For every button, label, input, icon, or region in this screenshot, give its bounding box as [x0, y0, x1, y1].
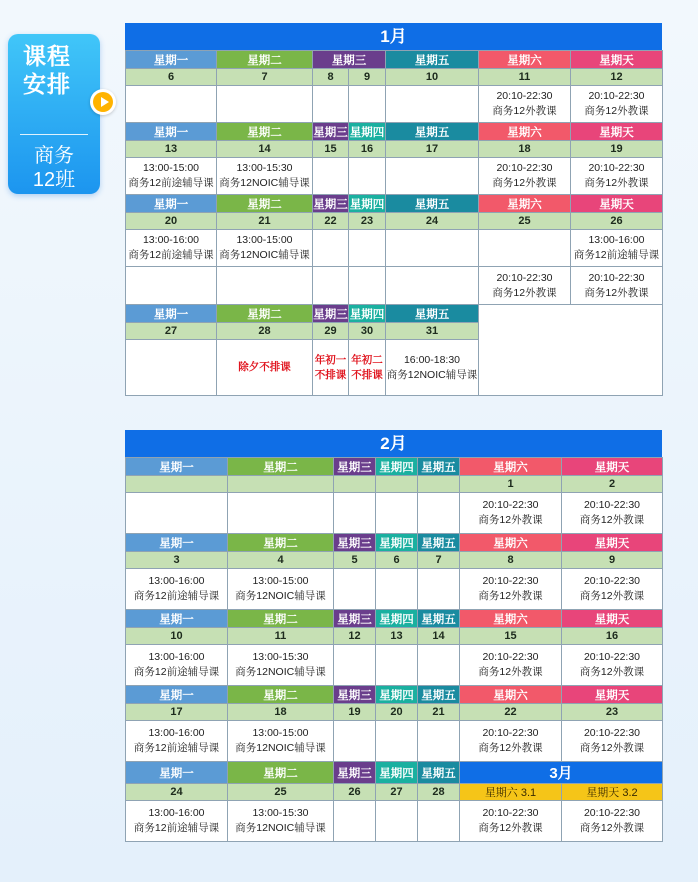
header-row: [126, 123, 663, 141]
weekday-header-wed: 星期三: [313, 305, 349, 323]
date-cell: 23: [349, 213, 386, 230]
class-cell: [126, 158, 217, 195]
class-cell: [479, 158, 571, 195]
class-name: 商务12外教课: [478, 590, 543, 602]
weekday-header-mon: 星期一: [126, 534, 228, 552]
class-time: 20:10-22:30: [482, 727, 539, 739]
date-cell: 5: [334, 552, 376, 569]
class-name: 商务12外教课: [579, 742, 645, 754]
date-cell: 6: [126, 69, 217, 86]
empty-cell: [349, 86, 386, 123]
weekday-header-fri: 星期五: [386, 51, 479, 69]
date-row: [126, 69, 663, 86]
weekday-header-tue: 星期二: [217, 123, 313, 141]
date-cell: 7: [418, 552, 460, 569]
date-cell: 27: [126, 323, 217, 340]
class-time: 20:10-22:30: [482, 651, 539, 663]
weekday-header-fri: 星期五: [386, 195, 479, 213]
date-cell: 29: [313, 323, 349, 340]
class-time: 20:10-22:30: [496, 271, 553, 284]
class-name: 商务12前途辅导课: [128, 249, 214, 261]
february-grid: [125, 457, 663, 842]
february-calendar: [125, 430, 662, 842]
empty-cell: [386, 158, 479, 195]
weekday-header-tue: 星期二: [228, 534, 334, 552]
weekday-header-sat: 星期六: [460, 686, 562, 704]
class-cell: [562, 493, 663, 534]
badge-title-line2: 安排: [23, 71, 71, 97]
date-cell: 21: [217, 213, 313, 230]
badge-class-line1: 商务: [34, 145, 74, 167]
class-cell: [479, 86, 571, 123]
class-cell: [460, 569, 562, 610]
date-cell: 14: [418, 628, 460, 645]
date-cell: [126, 476, 228, 493]
weekday-header-thu: 星期四: [376, 686, 418, 704]
weekday-header-sun: 星期天: [562, 686, 663, 704]
weekday-header-thu: 星期四: [349, 123, 386, 141]
date-cell: 30: [349, 323, 386, 340]
class-name: 商务12外教课: [492, 286, 557, 299]
empty-cell: [313, 267, 349, 305]
class-name: 商务12NOIC辅导课: [235, 742, 326, 754]
weekday-header-sun: 星期天: [571, 123, 663, 141]
class-row: [126, 493, 663, 534]
date-cell: 20: [126, 213, 217, 230]
weekday-header-fri: 星期五: [418, 534, 460, 552]
header-row: [126, 534, 663, 552]
class-time: 20:10-22:30: [482, 807, 539, 819]
empty-cell: [334, 801, 376, 842]
class-name: 商务12外教课: [579, 590, 645, 602]
date-row: [126, 784, 663, 801]
holiday-cell: [313, 340, 349, 396]
class-time: 13:00-16:00: [148, 727, 205, 739]
weekday-header-sat: 星期六: [479, 123, 571, 141]
class-cell: [126, 569, 228, 610]
weekday-header-wed: 星期三: [313, 123, 349, 141]
class-time: 13:00-16:00: [142, 234, 200, 246]
empty-cell: [418, 801, 460, 842]
date-cell: 13: [126, 141, 217, 158]
class-time: 13:00-16:00: [148, 807, 205, 819]
class-cell: [217, 230, 313, 267]
date-cell: 21: [418, 704, 460, 721]
weekday-header-sat: 星期六: [460, 534, 562, 552]
weekday-header-mon: 星期一: [126, 762, 228, 784]
class-name: 商务12NOIC辅导课: [219, 177, 310, 189]
empty-cell: [217, 267, 313, 305]
date-cell: 28: [418, 784, 460, 801]
class-cell: [562, 801, 663, 842]
date-cell: 26: [334, 784, 376, 801]
class-time: 20:10-22:30: [482, 575, 539, 587]
weekday-header-mon: 星期一: [126, 123, 217, 141]
empty-cell: [126, 267, 217, 305]
class-name: 商务12外教课: [584, 286, 649, 299]
march-title: 3月: [460, 762, 663, 784]
weekday-header-tue: 星期二: [228, 458, 334, 476]
empty-cell: [228, 493, 334, 534]
class-row: [126, 569, 663, 610]
header-row: [126, 305, 663, 323]
date-cell: 18: [228, 704, 334, 721]
date-cell: 25: [479, 213, 571, 230]
date-cell: 7: [217, 69, 313, 86]
empty-cell: [334, 721, 376, 762]
weekday-header-wed: 星期三: [334, 610, 376, 628]
class-name: 商务12外教课: [584, 177, 649, 189]
class-time: 20:10-22:30: [496, 90, 553, 102]
holiday-cell: [349, 340, 386, 396]
weekday-header-wed: 星期三: [334, 534, 376, 552]
class-time: 13:00-16:00: [588, 234, 645, 246]
empty-cell: [334, 493, 376, 534]
class-row: [126, 721, 663, 762]
class-name: 商务12外教课: [478, 822, 543, 834]
date-row: [126, 628, 663, 645]
empty-cell: [349, 267, 386, 305]
weekday-header-mon: 星期一: [126, 458, 228, 476]
weekday-header-thu: 星期四: [349, 305, 386, 323]
class-time: 20:10-22:30: [496, 162, 553, 174]
class-name: 商务12NOIC辅导课: [235, 666, 326, 678]
date-cell: 10: [126, 628, 228, 645]
empty-cell: [126, 493, 228, 534]
date-cell: 11: [479, 69, 571, 86]
class-time: 13:00-16:00: [148, 575, 205, 587]
class-cell: [479, 267, 571, 305]
empty-cell: [479, 230, 571, 267]
date-cell: 25: [228, 784, 334, 801]
date-cell: 8: [460, 552, 562, 569]
weekday-header-thu: 星期四: [376, 534, 418, 552]
date-cell: 23: [562, 704, 663, 721]
badge-class-line2: 12班: [32, 169, 76, 191]
class-cell: [562, 721, 663, 762]
holiday-note: 除夕不排课: [238, 361, 291, 373]
empty-cell: [217, 86, 313, 123]
class-row: [126, 230, 663, 267]
date-cell: 28: [217, 323, 313, 340]
empty-cell: [126, 340, 217, 396]
date-row: [126, 213, 663, 230]
holiday-note: 年初一: [314, 353, 347, 366]
header-row: [126, 686, 663, 704]
weekday-header-wed: 星期三: [313, 195, 349, 213]
empty-cell: [386, 267, 479, 305]
date-cell: 12: [571, 69, 663, 86]
weekday-header-sat: 星期六: [460, 610, 562, 628]
march-sun-header: 星期天 3.2: [562, 784, 663, 801]
class-name: 商务12外教课: [492, 177, 557, 189]
empty-cell: [334, 645, 376, 686]
date-cell: 15: [460, 628, 562, 645]
class-row: [126, 158, 663, 195]
class-name: 商务12外教课: [579, 666, 645, 678]
empty-cell: [349, 158, 386, 195]
weekday-header-wed: 星期三: [334, 762, 376, 784]
class-time: 20:10-22:30: [588, 162, 645, 174]
badge-divider: [20, 134, 88, 135]
weekday-header-tue: 星期二: [217, 195, 313, 213]
class-cell: [386, 340, 479, 396]
date-cell: 16: [562, 628, 663, 645]
empty-cell: [313, 158, 349, 195]
class-cell: [460, 645, 562, 686]
date-cell: 16: [349, 141, 386, 158]
class-cell: [571, 230, 663, 267]
class-time: 20:10-22:30: [588, 90, 645, 102]
class-name: 商务12外教课: [492, 105, 557, 117]
class-cell: [126, 645, 228, 686]
date-cell: 22: [313, 213, 349, 230]
empty-cell: [386, 230, 479, 267]
class-name: 商务12NOIC辅导课: [235, 590, 326, 602]
class-cell: [571, 267, 663, 305]
weekday-header-fri: 星期五: [418, 610, 460, 628]
date-cell: 2: [562, 476, 663, 493]
class-cell: [228, 721, 334, 762]
date-cell: [376, 476, 418, 493]
date-cell: 12: [334, 628, 376, 645]
class-cell: [126, 230, 217, 267]
weekday-header-mon: 星期一: [126, 305, 217, 323]
class-row: [126, 86, 663, 123]
date-cell: 9: [349, 69, 386, 86]
class-cell: [228, 569, 334, 610]
date-cell: 8: [313, 69, 349, 86]
class-cell: [126, 721, 228, 762]
date-cell: 27: [376, 784, 418, 801]
class-row: [126, 645, 663, 686]
header-row: [126, 458, 663, 476]
class-time: 16:00-18:30: [403, 353, 461, 366]
empty-cell: [376, 721, 418, 762]
class-time: 13:00-15:30: [252, 651, 309, 663]
class-name: 商务12NOIC辅导课: [386, 368, 478, 381]
weekday-header-thu: 星期四: [376, 762, 418, 784]
weekday-header-wed: 星期三: [313, 51, 386, 69]
empty-cell: [376, 645, 418, 686]
class-name: 商务12NOIC辅导课: [219, 249, 310, 261]
weekday-header-mon: 星期一: [126, 51, 217, 69]
class-time: 13:00-15:30: [236, 162, 293, 174]
weekday-header-fri: 星期五: [418, 458, 460, 476]
class-name: 商务12外教课: [579, 822, 645, 834]
empty-cell: [418, 721, 460, 762]
empty-cell: [418, 569, 460, 610]
weekday-header-sun: 星期天: [562, 610, 663, 628]
date-cell: 17: [386, 141, 479, 158]
date-cell: 24: [126, 784, 228, 801]
empty-cell: [313, 230, 349, 267]
date-cell: 4: [228, 552, 334, 569]
class-time: 13:00-15:00: [252, 727, 309, 739]
class-time: 20:10-22:30: [583, 575, 641, 587]
weekday-header-sun: 星期天: [562, 534, 663, 552]
header-row: [126, 195, 663, 213]
class-name: 商务12前途辅导课: [133, 666, 220, 678]
class-name: 商务12外教课: [478, 666, 543, 678]
class-name: 商务12外教课: [584, 105, 649, 117]
date-cell: 17: [126, 704, 228, 721]
february-title: 2月: [125, 430, 662, 457]
empty-cell: [376, 493, 418, 534]
date-row: [126, 141, 663, 158]
weekday-header-sun: 星期天: [571, 195, 663, 213]
date-cell: 15: [313, 141, 349, 158]
date-cell: 3: [126, 552, 228, 569]
class-name: 商务12前途辅导课: [573, 249, 660, 261]
class-row: [126, 801, 663, 842]
header-row: [126, 610, 663, 628]
date-cell: 31: [386, 323, 479, 340]
empty-cell: [126, 86, 217, 123]
play-icon[interactable]: [90, 89, 116, 115]
class-cell: [126, 801, 228, 842]
date-cell: 14: [217, 141, 313, 158]
holiday-note: 年初二: [351, 353, 383, 366]
empty-cell: [418, 645, 460, 686]
date-cell: 10: [386, 69, 479, 86]
date-cell: 11: [228, 628, 334, 645]
empty-cell: [479, 305, 663, 396]
date-cell: 1: [460, 476, 562, 493]
holiday-note: 不排课: [351, 368, 383, 381]
march-sat-header: 星期六 3.1: [460, 784, 562, 801]
class-time: 13:00-15:00: [142, 162, 200, 174]
empty-cell: [313, 86, 349, 123]
date-cell: 26: [571, 213, 663, 230]
class-cell: [460, 801, 562, 842]
class-time: 13:00-15:30: [252, 807, 309, 819]
class-name: 商务12外教课: [478, 514, 543, 526]
class-cell: [460, 721, 562, 762]
weekday-header-fri: 星期五: [418, 686, 460, 704]
weekday-header-sun: 星期天: [562, 458, 663, 476]
weekday-header-sat: 星期六: [479, 51, 571, 69]
weekday-header-tue: 星期二: [217, 51, 313, 69]
class-cell: [562, 569, 663, 610]
class-name: 商务12前途辅导课: [133, 742, 220, 754]
class-name: 商务12前途辅导课: [128, 177, 214, 189]
weekday-header-tue: 星期二: [228, 686, 334, 704]
class-time: 20:10-22:30: [583, 727, 641, 739]
date-cell: 9: [562, 552, 663, 569]
weekday-header-thu: 星期四: [376, 458, 418, 476]
date-cell: [418, 476, 460, 493]
date-row: [126, 704, 663, 721]
class-cell: [571, 86, 663, 123]
january-grid: [125, 50, 663, 396]
course-schedule-badge: [8, 34, 100, 194]
weekday-header-thu: 星期四: [349, 195, 386, 213]
weekday-header-mon: 星期一: [126, 686, 228, 704]
header-row: [126, 51, 663, 69]
weekday-header-sun: 星期天: [571, 51, 663, 69]
class-time: 13:00-15:00: [252, 575, 309, 587]
class-time: 20:10-22:30: [482, 499, 539, 511]
date-cell: 18: [479, 141, 571, 158]
class-name: 商务12外教课: [579, 514, 645, 526]
class-row: [126, 267, 663, 305]
weekday-header-sat: 星期六: [460, 458, 562, 476]
january-calendar: [125, 23, 662, 396]
class-time: 20:10-22:30: [588, 271, 645, 284]
class-name: 商务12NOIC辅导课: [235, 822, 326, 834]
date-cell: 19: [571, 141, 663, 158]
class-cell: [460, 493, 562, 534]
empty-cell: [334, 569, 376, 610]
empty-cell: [386, 86, 479, 123]
date-cell: 13: [376, 628, 418, 645]
weekday-header-tue: 星期二: [228, 762, 334, 784]
weekday-header-wed: 星期三: [334, 686, 376, 704]
class-time: 13:00-16:00: [148, 651, 205, 663]
weekday-header-mon: 星期一: [126, 195, 217, 213]
header-row: [126, 762, 663, 784]
date-row: [126, 476, 663, 493]
class-time: 13:00-15:00: [236, 234, 293, 246]
date-cell: 24: [386, 213, 479, 230]
class-time: 20:10-22:30: [583, 499, 641, 511]
empty-cell: [376, 569, 418, 610]
weekday-header-mon: 星期一: [126, 610, 228, 628]
weekday-header-wed: 星期三: [334, 458, 376, 476]
date-cell: [334, 476, 376, 493]
weekday-header-fri: 星期五: [386, 305, 479, 323]
date-row: [126, 552, 663, 569]
weekday-header-fri: 星期五: [386, 123, 479, 141]
holiday-note: 不排课: [314, 368, 347, 381]
empty-cell: [418, 493, 460, 534]
date-cell: 22: [460, 704, 562, 721]
holiday-cell: [217, 340, 313, 396]
weekday-header-thu: 星期四: [376, 610, 418, 628]
weekday-header-sat: 星期六: [479, 195, 571, 213]
class-name: 商务12前途辅导课: [133, 822, 220, 834]
class-name: 商务12外教课: [478, 742, 543, 754]
date-cell: [228, 476, 334, 493]
weekday-header-fri: 星期五: [418, 762, 460, 784]
date-cell: 6: [376, 552, 418, 569]
class-time: 20:10-22:30: [583, 651, 641, 663]
date-cell: 20: [376, 704, 418, 721]
class-cell: [571, 158, 663, 195]
class-cell: [562, 645, 663, 686]
class-cell: [228, 645, 334, 686]
january-title: 1月: [125, 23, 662, 50]
class-cell: [217, 158, 313, 195]
empty-cell: [349, 230, 386, 267]
badge-title-line1: 课程: [23, 43, 71, 69]
empty-cell: [376, 801, 418, 842]
class-cell: [228, 801, 334, 842]
date-cell: 19: [334, 704, 376, 721]
weekday-header-tue: 星期二: [217, 305, 313, 323]
class-time: 20:10-22:30: [583, 807, 641, 819]
class-name: 商务12前途辅导课: [133, 590, 220, 602]
weekday-header-tue: 星期二: [228, 610, 334, 628]
